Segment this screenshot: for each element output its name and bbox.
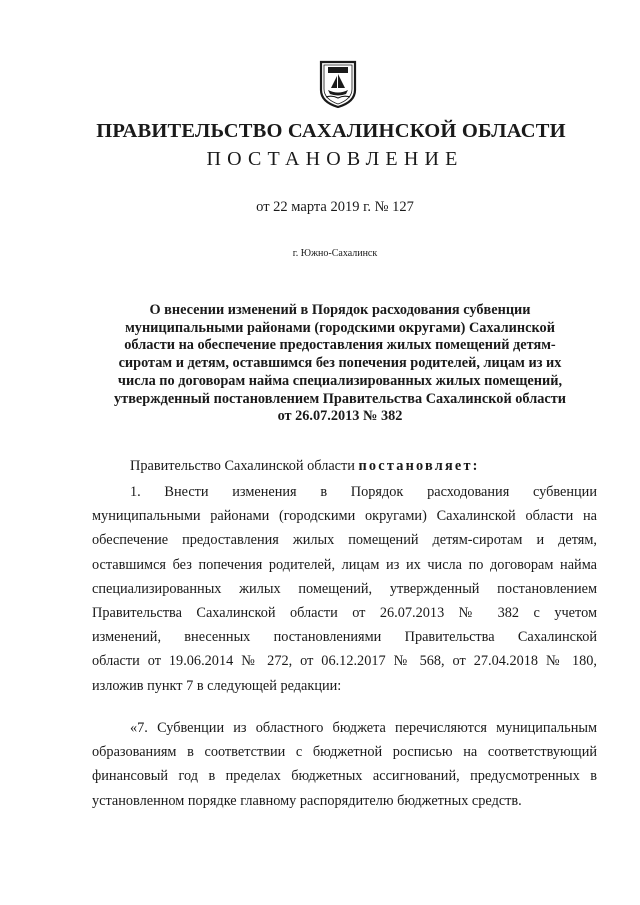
paragraph-line: «7. Субвенции из областного бюджета перечисляются муниципальным bbox=[130, 720, 597, 736]
subject-line: муниципальными районами (городскими округами) Сахалинской bbox=[125, 319, 555, 336]
paragraph-line: оставшимся без попечения родителей, лицам из их числа по договорам найма bbox=[92, 556, 597, 573]
paragraph-line: установленном порядке главному распорядителю бюджетных средств. bbox=[92, 792, 522, 809]
intro-emphasis: постановляет: bbox=[358, 458, 480, 474]
paragraph-line: образованиям в соответствии с бюджетной росписью на соответствующий bbox=[92, 744, 597, 761]
subject-line: О внесении изменений в Порядок расходования субвенции bbox=[149, 302, 531, 318]
document-place: г. Южно-Сахалинск bbox=[292, 248, 378, 259]
paragraph-line: специализированных жилых помещений, утвержденный постановлением bbox=[92, 580, 597, 597]
intro-lead: Правительство Сахалинской области bbox=[130, 458, 359, 474]
paragraph-line: финансовый год в пределах бюджетных ассигнований, предусмотренных в bbox=[92, 768, 597, 785]
paragraph-line: 1. Внести изменения в Порядок расходования субвенции bbox=[130, 484, 597, 500]
subject-line: числа по договорам найма специализированных жилых помещений, bbox=[117, 372, 563, 389]
document-type: ПОСТАНОВЛЕНИЕ bbox=[206, 148, 464, 170]
intro-paragraph bbox=[92, 454, 597, 478]
document-date-number: от 22 марта 2019 г. № 127 bbox=[256, 199, 414, 215]
authority-title: ПРАВИТЕЛЬСТВО САХАЛИНСКОЙ ОБЛАСТИ bbox=[96, 120, 566, 142]
coat-of-arms-icon bbox=[318, 60, 358, 108]
paragraph-line: области от 19.06.2014 № 272, от 06.12.2017 № 568, от 27.04.2018 № 180, bbox=[92, 653, 597, 670]
paragraph-line: изменений, внесенных постановлениями Правительства Сахалинской bbox=[92, 629, 597, 646]
paragraph-line: муниципальными районами (городскими округами) Сахалинской области на bbox=[92, 508, 597, 525]
document-subject bbox=[92, 302, 588, 426]
paragraph-line: изложив пункт 7 в следующей редакции: bbox=[92, 677, 342, 694]
subject-line: утвержденный постановлением Правительства Сахалинской области bbox=[114, 390, 566, 407]
paragraph-line: Правительства Сахалинской области от 26.07.2013 № 382 с учетом bbox=[92, 605, 597, 622]
paragraph-1 bbox=[92, 480, 597, 698]
subject-line: области на обеспечение предоставления жилых помещений детям- bbox=[124, 337, 556, 354]
paragraph-line: обеспечение предоставления жилых помещений детям-сиротам и детям, bbox=[92, 532, 597, 549]
subject-line: сиротам и детям, оставшимся без попечения родителей, лицам из их bbox=[118, 355, 562, 372]
paragraph-2 bbox=[92, 716, 597, 813]
subject-line: от 26.07.2013 № 382 bbox=[277, 408, 403, 425]
